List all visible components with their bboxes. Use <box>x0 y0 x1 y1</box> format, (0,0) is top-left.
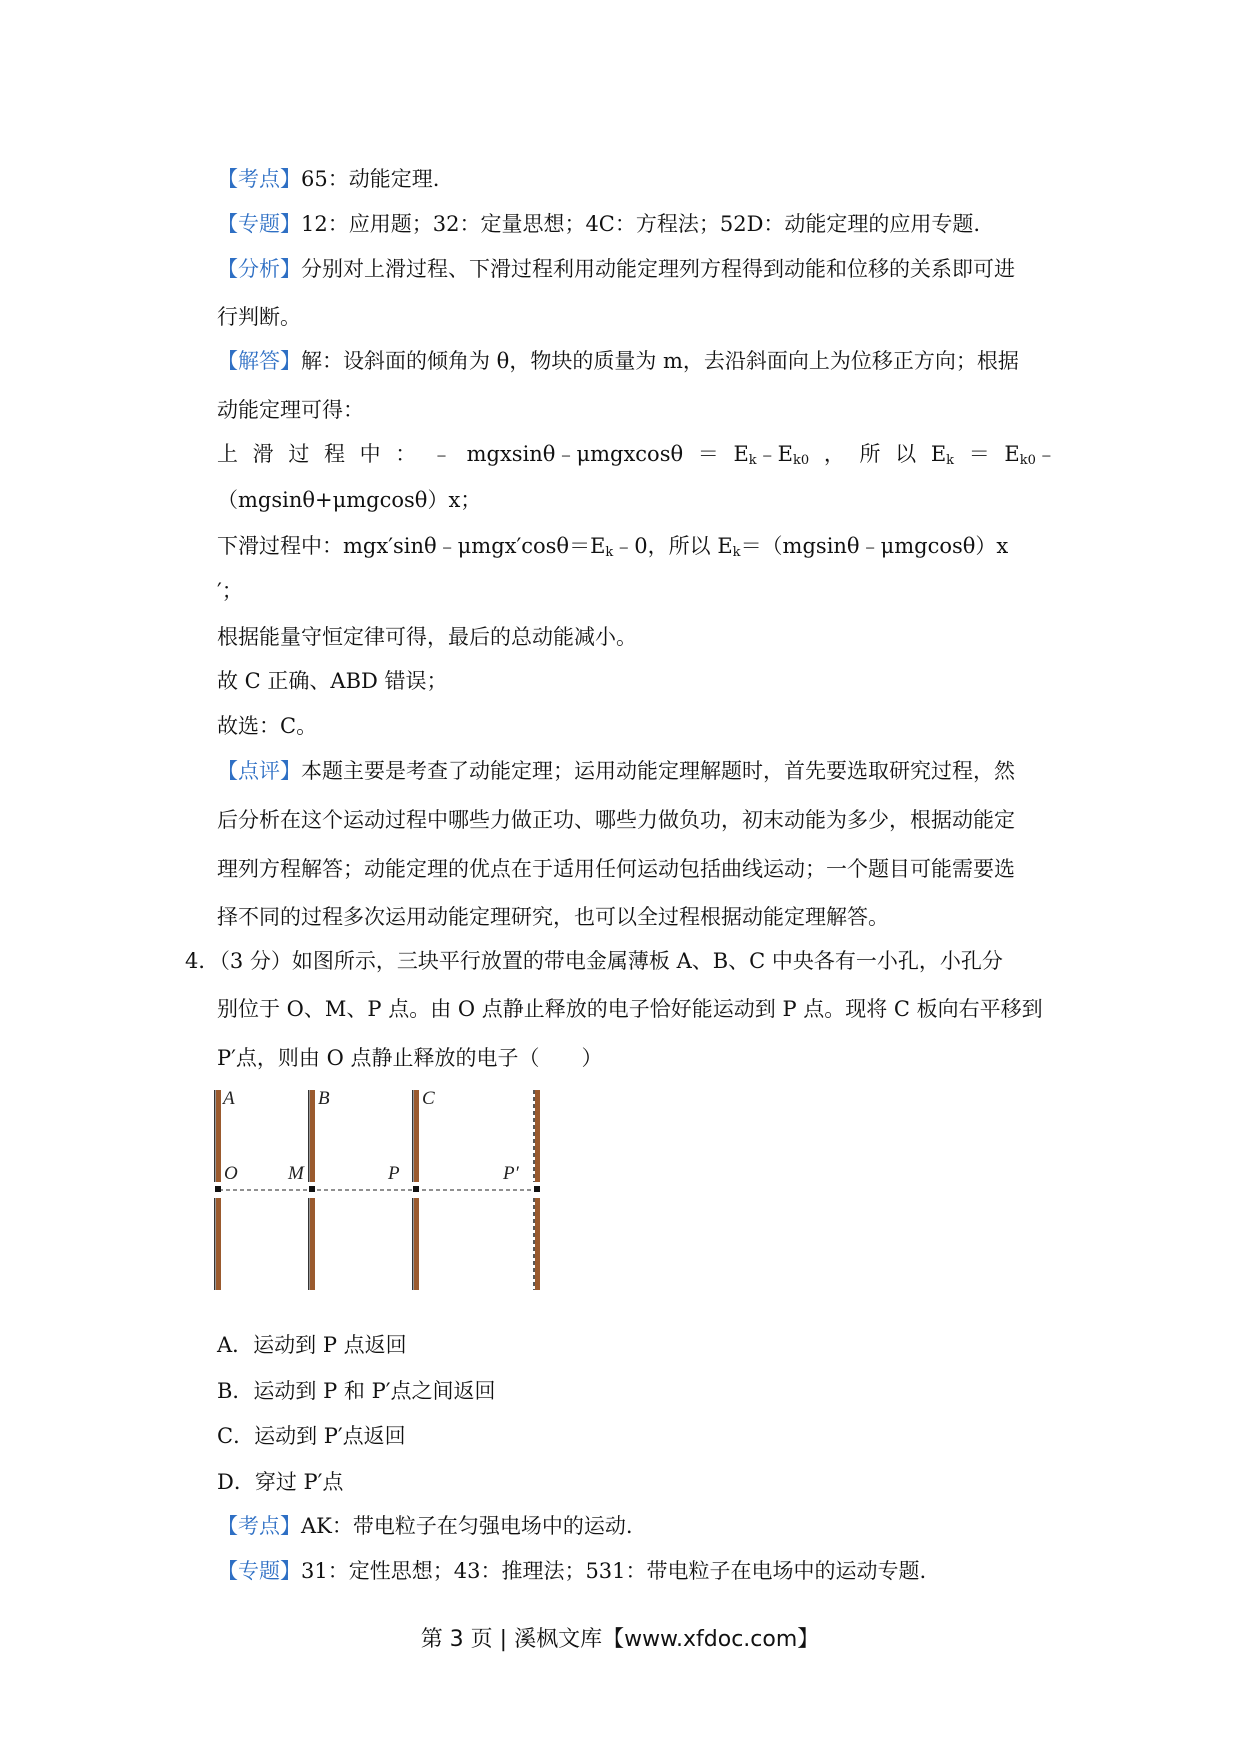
s1-dianping-3: 理列方程解答；动能定理的优点在于适用任何运动包括曲线运动；一个题目可能需要选 <box>217 857 1015 881</box>
select-line: 故选：C。 <box>217 714 318 738</box>
s1-dianping: 【点评】本题主要是考查了动能定理；运用动能定理解题时，首先要选取研究过程，然 <box>217 759 1015 783</box>
energy-line: 根据能量守恒定律可得，最后的总动能减小。 <box>217 625 637 649</box>
point-label-p: P <box>388 1163 400 1184</box>
plate-label-a: A <box>223 1088 235 1109</box>
tag: 【解答】 <box>217 349 301 373</box>
s1-dianping-2: 后分析在这个运动过程中哪些力做正功、哪些力做负功，初末动能为多少，根据动能定 <box>217 808 1015 832</box>
point-label-p-prime: P′ <box>503 1163 519 1184</box>
s1-fenxi: 【分析】分别对上滑过程、下滑过程利用动能定理列方程得到动能和位移的关系即可进 <box>217 257 1015 281</box>
uphill-equation: 上 滑 过 程 中 ： ﹣ mgxsinθ﹣μmgxcosθ ＝ $E_k﹣E_{k0}$ ， 所 以 $E_k$ ＝ $E_{k0}﹣$ <box>217 442 1057 468</box>
downhill-equation: 下滑过程中：$mgx'\sin\theta﹣\mu mgx'\cos\theta=E_k﹣0$，所以 $E_k=(mgsin\theta﹣\mu mgcos\theta)x$ <box>217 534 1009 560</box>
q4-stem-2: 别位于 O、M、P 点。由 O 点静止释放的电子恰好能运动到 P 点。现将 C 板向右平移到 <box>217 997 1043 1021</box>
page-footer: 第 3 页 | 溪枫文库【www.xfdoc.com】 <box>420 1627 820 1652</box>
s1-zhuanti: 【专题】12：应用题；32：定量思想；4C：方程法；52D：动能定理的应用专题. <box>217 212 981 236</box>
question-number: 4． <box>185 949 220 973</box>
tag: 【专题】 <box>217 1559 301 1583</box>
tag: 【点评】 <box>217 759 301 783</box>
point-label-m: M <box>288 1163 304 1184</box>
downhill-equation-cont: ′； <box>217 579 243 603</box>
s1-jieda: 【解答】解：设斜面的倾角为 θ，物块的质量为 m，去沿斜面向上为位移正方向；根据 <box>217 349 1019 373</box>
q4-stem: 4．（3 分）如图所示，三块平行放置的带电金属薄板 A、B、C 中央各有一小孔，小孔分 <box>185 949 1003 973</box>
s1-jieda-cont: 动能定理可得： <box>217 398 364 422</box>
option-a[interactable]: A．运动到 P 点返回 <box>217 1333 407 1357</box>
uphill-equation-cont: （mgsinθ+μmgcosθ）x； <box>217 488 482 512</box>
point-label-o: O <box>224 1163 238 1184</box>
option-b[interactable]: B．运动到 P 和 P′点之间返回 <box>217 1379 496 1403</box>
q4-zhuanti: 【专题】31：定性思想；43：推理法；531：带电粒子在电场中的运动专题. <box>217 1559 927 1583</box>
s1-kaodian: 【考点】65：动能定理. <box>217 167 440 191</box>
tag: 【分析】 <box>217 257 301 281</box>
s1-fenxi-cont: 行判断。 <box>217 305 301 329</box>
plates-figure <box>214 1090 554 1290</box>
plates-diagram <box>214 1090 554 1290</box>
option-c[interactable]: C．运动到 P′点返回 <box>217 1424 406 1448</box>
correct-line: 故 C 正确、ABD 错误； <box>217 669 448 693</box>
tag: 【专题】 <box>217 212 301 236</box>
option-d[interactable]: D．穿过 P′点 <box>217 1470 344 1494</box>
q4-kaodian: 【考点】AK：带电粒子在匀强电场中的运动. <box>217 1514 633 1538</box>
plate-label-b: B <box>318 1088 330 1109</box>
tag: 【考点】 <box>217 167 301 191</box>
tag: 【考点】 <box>217 1514 301 1538</box>
s1-dianping-4: 择不同的过程多次运用动能定理研究，也可以全过程根据动能定理解答。 <box>217 905 889 929</box>
q4-stem-3: P′点，则由 O 点静止释放的电子（ ） <box>217 1046 603 1070</box>
plate-label-c: C <box>422 1088 435 1109</box>
